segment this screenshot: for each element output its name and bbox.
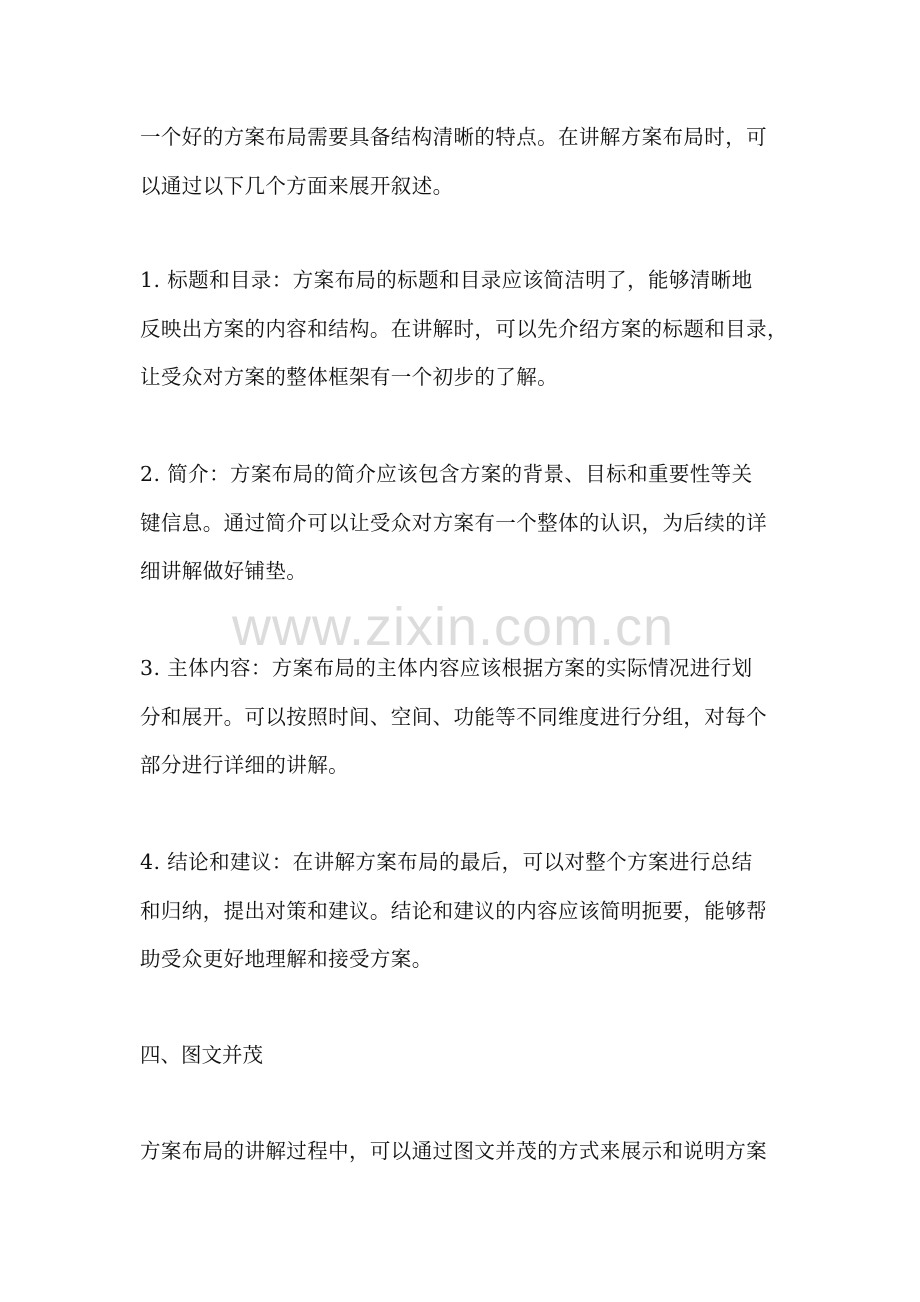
paragraph-item-1-line-3: 让受众对方案的整体框架有一个初步的了解。 xyxy=(140,365,558,389)
paragraph-final-line-1: 方案布局的讲解过程中，可以通过图文并茂的方式来展示和说明方案 xyxy=(140,1139,767,1163)
paragraph-item-4-line-1: 4. 结论和建议：在讲解方案布局的最后，可以对整个方案进行总结 xyxy=(140,850,753,874)
paragraph-item-1-line-1: 1. 标题和目录：方案布局的标题和目录应该简洁明了，能够清晰地 xyxy=(140,268,753,292)
watermark: www.zixin.com.cn xyxy=(232,597,675,657)
paragraph-item-2-line-1: 2. 简介：方案布局的简介应该包含方案的背景、目标和重要性等关 xyxy=(140,462,753,486)
paragraph-intro-line-1: 一个好的方案布局需要具备结构清晰的特点。在讲解方案布局时，可 xyxy=(140,125,767,149)
paragraph-item-4-line-3: 助受众更好地理解和接受方案。 xyxy=(140,947,433,971)
paragraph-item-3-line-1: 3. 主体内容：方案布局的主体内容应该根据方案的实际情况进行划 xyxy=(140,656,753,680)
paragraph-intro-line-2: 以通过以下几个方面来展开叙述。 xyxy=(140,174,454,198)
paragraph-item-3-line-3: 部分进行详细的讲解。 xyxy=(140,753,349,777)
section-heading: 四、图文并茂 xyxy=(140,1043,263,1067)
paragraph-item-3-line-2: 分和展开。可以按照时间、空间、功能等不同维度进行分组，对每个 xyxy=(140,705,767,729)
paragraph-item-1-line-2: 反映出方案的内容和结构。在讲解时，可以先介绍方案的标题和目录， xyxy=(140,317,788,341)
paragraph-item-2-line-3: 细讲解做好铺垫。 xyxy=(140,559,308,583)
paragraph-item-4-line-2: 和归纳，提出对策和建议。结论和建议的内容应该简明扼要，能够帮 xyxy=(140,899,767,923)
paragraph-item-2-line-2: 键信息。通过简介可以让受众对方案有一个整体的认识，为后续的详 xyxy=(140,511,767,535)
